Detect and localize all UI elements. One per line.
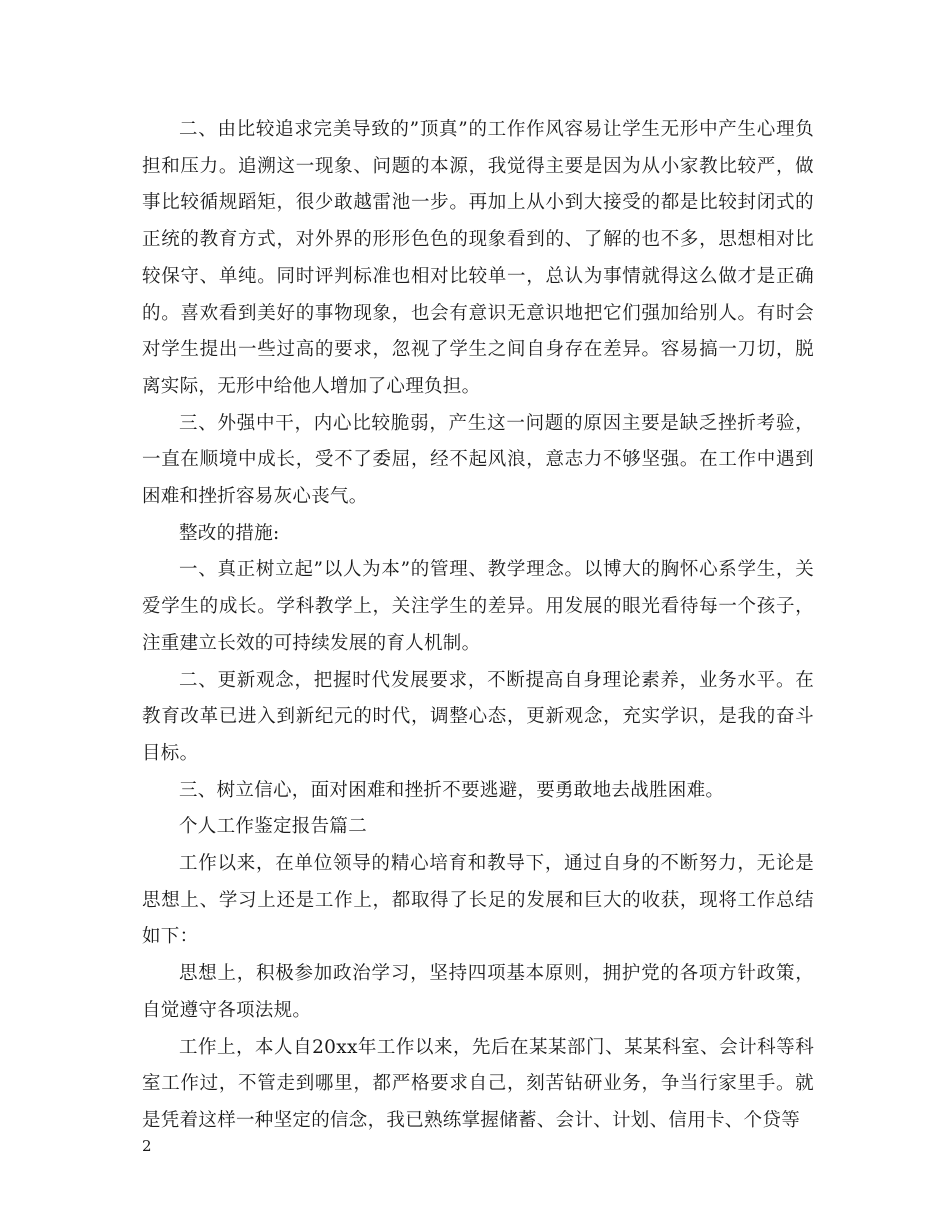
paragraph-thought: 思想上，积极参加政治学习，坚持四项基本原则，拥护党的各项方针政策，自觉遵守各项法规。	[142, 963, 814, 1021]
paragraph-measure-three: 三、树立信心，面对困难和挫折不要逃避，要勇敢地去战胜困难。	[179, 779, 725, 801]
section-heading: 个人工作鉴定报告篇二	[179, 816, 368, 838]
page-number: 2	[142, 1137, 152, 1155]
paragraph-measure-one: 一、真正树立起”以人为本”的管理、教学理念。以博大的胸怀心系学生，关爱学生的成长。学科教学上，关注学生的差异。用发展的眼光看待每一个孩子，注重建立长效的可持续发展的育人机制。	[142, 559, 814, 654]
paragraph-measures-heading: 整改的措施:	[179, 522, 280, 544]
paragraph-intro: 工作以来，在单位领导的精心培育和教导下，通过自身的不断努力，无论是思想上、学习上还是工作上，都取得了长足的发展和巨大的收获，现将工作总结如下：	[142, 853, 814, 948]
paragraph-problem-two: 二、由比较追求完美导致的”顶真”的工作作风容易让学生无形中产生心理负担和压力。追溯这一现象、问题的本源，我觉得主要是因为从小家教比较严，做事比较循规蹈矩，很少敢越雷池一步。再加上从小到大接受的都是比较封闭式的正统的教育方式，对外界的形形色色的现象看到的、了解的也不多，思想相对比较保守、单纯。同时评判标准也相对比较单一，总认为事情就得这么做才是正确的。喜欢看到美好的事物现象，也会有意识无意识地把它们强加给别人。有时会对学生提出一些过高的要求，忽视了学生之间自身存在差异。容易搞一刀切，脱离实际，无形中给他人增加了心理负担。	[142, 119, 814, 397]
paragraph-work: 工作上，本人自20xx年工作以来，先后在某某部门、某某科室、会计科等科室工作过，不管走到哪里，都严格要求自己，刻苦钻研业务，争当行家里手。就是凭着这样一种坚定的信念，我已熟练掌握储蓄、会计、计划、信用卡、个贷等	[142, 1036, 814, 1131]
paragraph-problem-three: 三、外强中干，内心比较脆弱，产生这一问题的原因主要是缺乏挫折考验，一直在顺境中成长，受不了委屈，经不起风浪，意志力不够坚强。在工作中遇到困难和挫折容易灰心丧气。	[142, 412, 814, 508]
paragraph-measure-two: 二、更新观念，把握时代发展要求，不断提高自身理论素养，业务水平。在教育改革已进入到新纪元的时代，调整心态，更新观念，充实学识，是我的奋斗目标。	[142, 669, 814, 764]
document-body	[142, 112, 814, 1140]
